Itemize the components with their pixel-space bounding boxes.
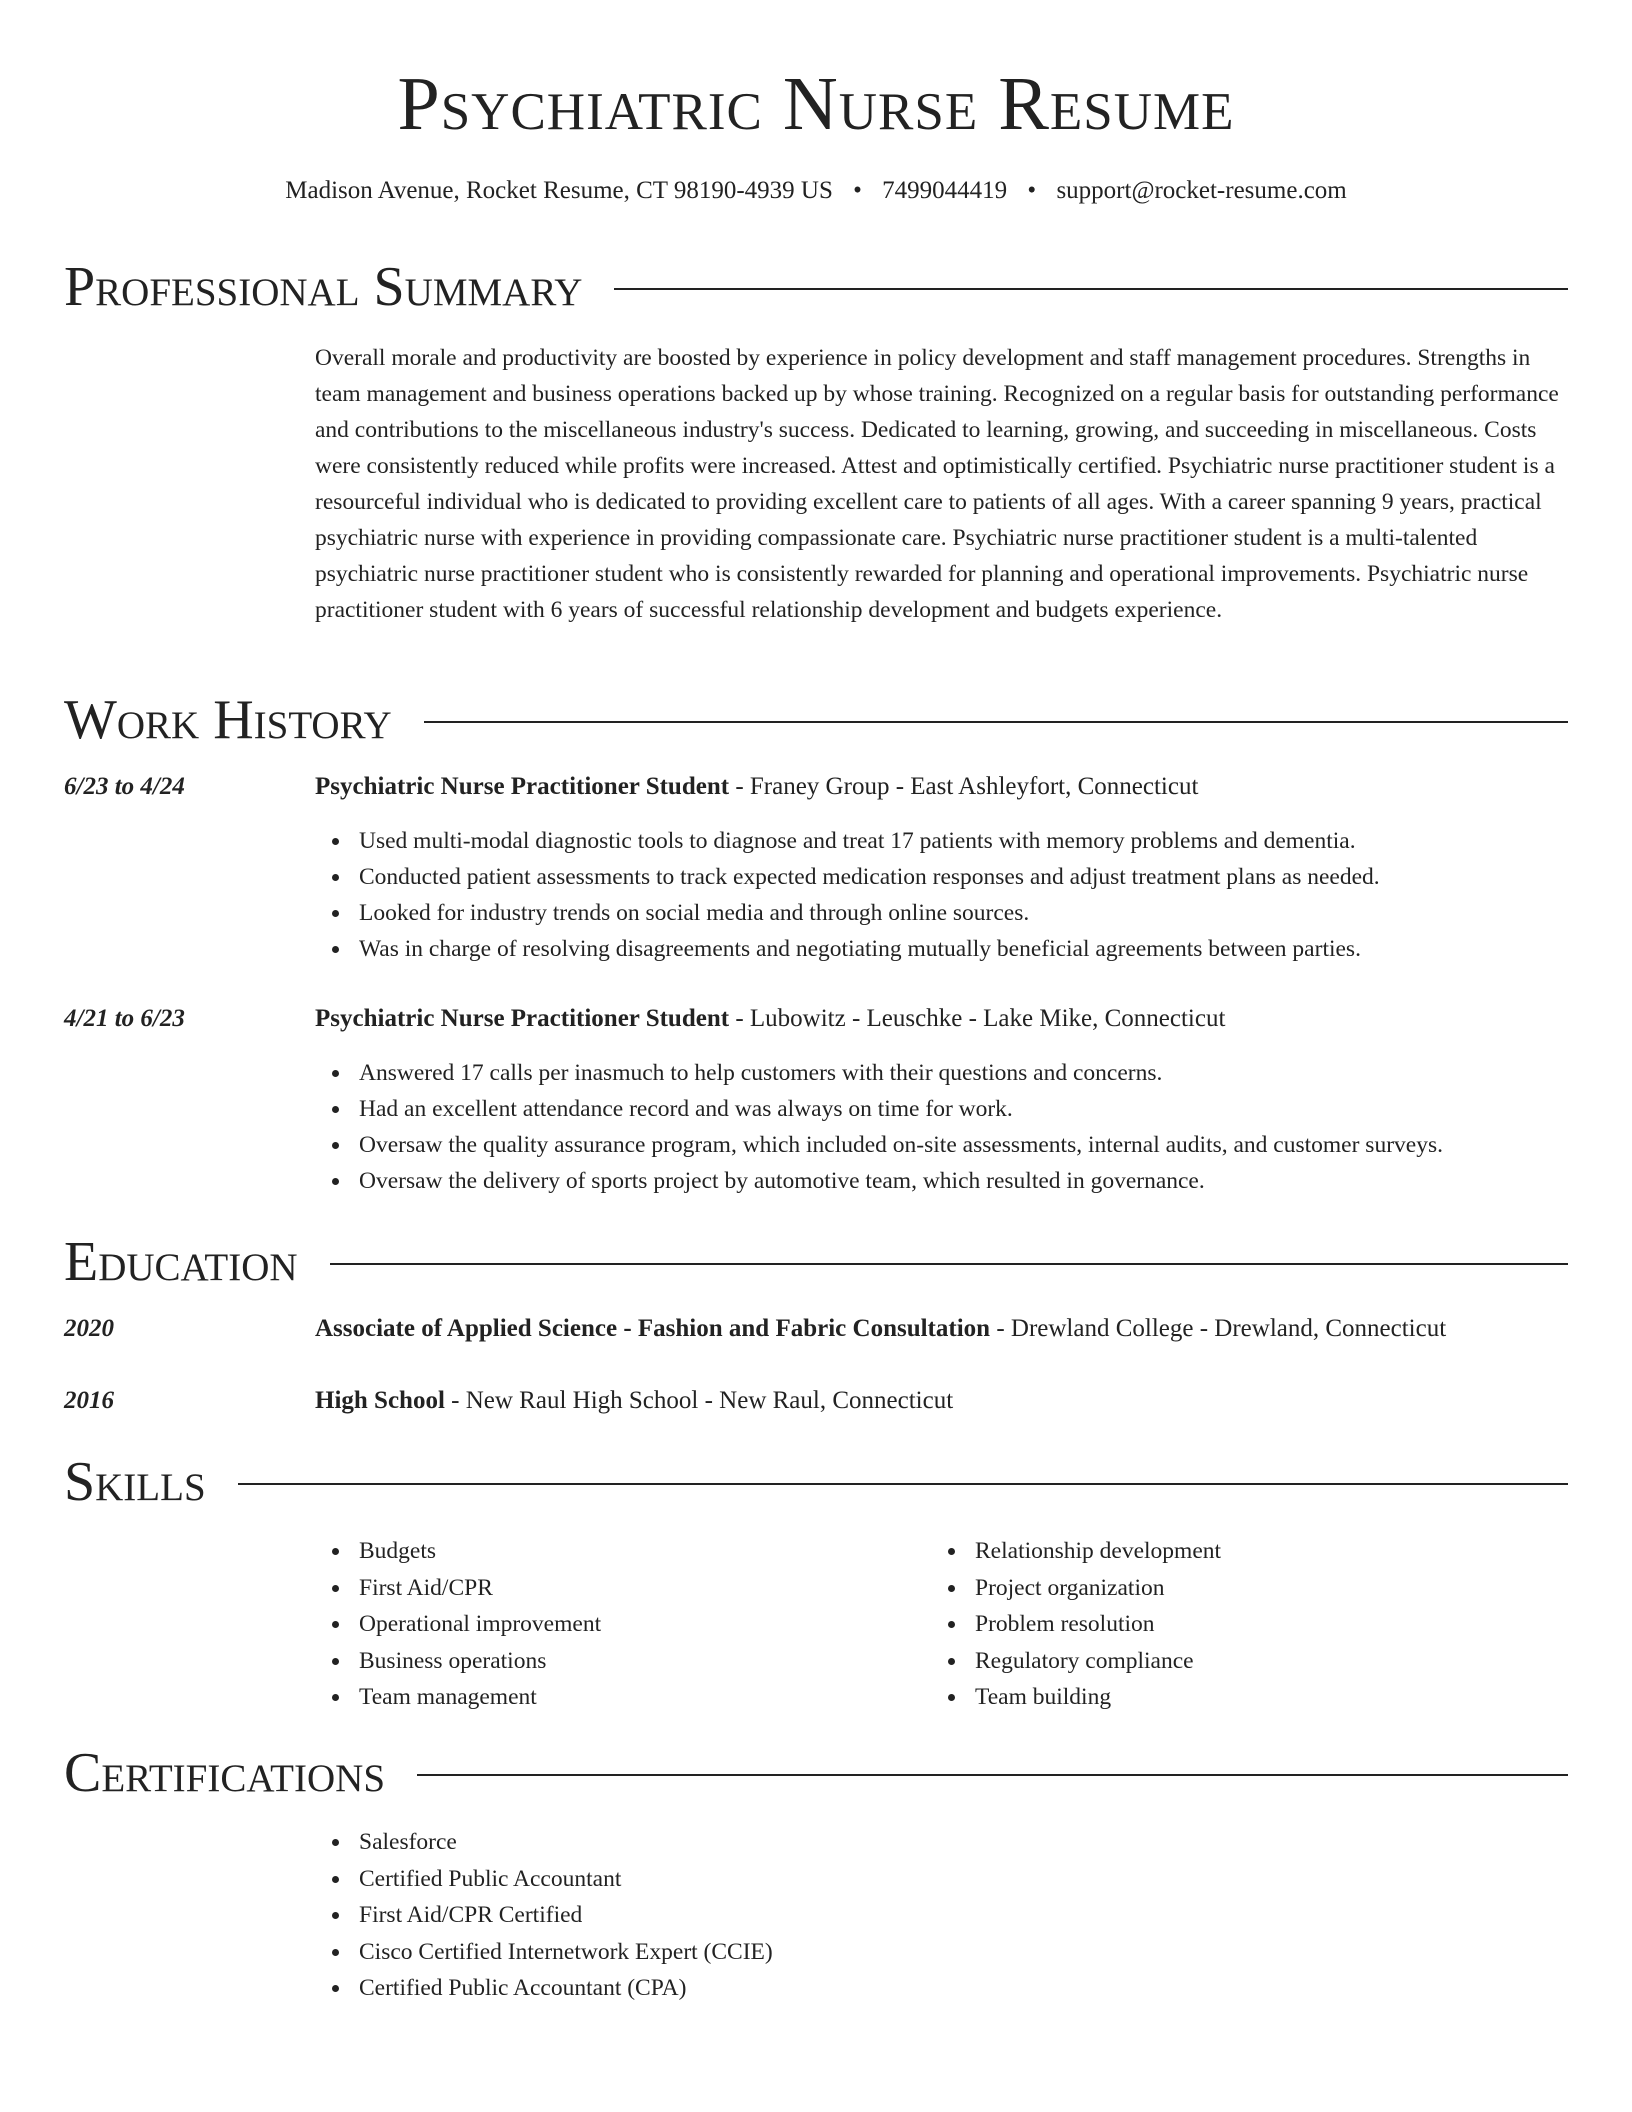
education-heading	[315, 1311, 1568, 1347]
education-school: - New Raul High School - New Raul, Connecticut	[444, 1387, 954, 1414]
section-title: Certifications	[64, 1742, 386, 1804]
job-title: Psychiatric Nurse Practitioner Student	[315, 1005, 730, 1032]
section-title: Work History	[64, 689, 392, 751]
section-title: Education	[64, 1231, 298, 1293]
education-heading	[315, 1383, 1568, 1419]
contact-email: support@rocket-resume.com	[1056, 177, 1347, 204]
section-header-education	[64, 1230, 1568, 1294]
job-company: - Franey Group - East Ashleyfort, Connecticut	[729, 773, 1199, 800]
list-item: Oversaw the delivery of sports project by automotive team, which resulted in governance.	[315, 1163, 1568, 1199]
contact-phone: 7499044419	[882, 177, 1008, 204]
education-entry	[64, 1311, 1568, 1347]
resume-title: Psychiatric Nurse Resume	[397, 62, 1235, 146]
list-item: Cisco Certified Internetwork Expert (CCIE)	[315, 1934, 1215, 1971]
list-item: Business operations	[315, 1643, 915, 1680]
section-header-summary	[64, 255, 1568, 319]
section-header-certifications	[64, 1741, 1568, 1805]
job-title: Psychiatric Nurse Practitioner Student	[315, 773, 730, 800]
list-item: Answered 17 calls per inasmuch to help customers with their questions and concerns.	[315, 1055, 1568, 1091]
list-item: Problem resolution	[931, 1606, 1561, 1643]
list-item: Budgets	[315, 1533, 915, 1570]
job-entry	[64, 1001, 1568, 1199]
list-item: Had an excellent attendance record and was always on time for work.	[315, 1091, 1568, 1127]
list-item: Operational improvement	[315, 1606, 915, 1643]
section-title: Professional Summary	[64, 256, 583, 318]
list-item: Relationship development	[931, 1533, 1561, 1570]
contact-separator: •	[853, 177, 862, 204]
job-heading	[315, 1001, 1568, 1037]
section-divider	[424, 721, 1568, 723]
job-heading	[315, 769, 1568, 805]
list-item: Certified Public Accountant (CPA)	[315, 1970, 1215, 2007]
job-entry	[64, 769, 1568, 967]
skills-list	[315, 1533, 915, 1716]
job-date: 4/21 to 6/23	[64, 1005, 185, 1032]
list-item: First Aid/CPR	[315, 1570, 915, 1607]
list-item: Was in charge of resolving disagreements and negotiating mutually beneficial agreements between parties.	[315, 931, 1568, 967]
list-item: Project organization	[931, 1570, 1561, 1607]
list-item: Used multi-modal diagnostic tools to diagnose and treat 17 patients with memory problems and dementia.	[315, 823, 1568, 859]
list-item: Conducted patient assessments to track expected medication responses and adjust treatment plans as needed.	[315, 859, 1568, 895]
list-item: Regulatory compliance	[931, 1643, 1561, 1680]
certifications-list-wrap	[315, 1824, 1215, 2007]
job-bullets	[315, 1055, 1568, 1199]
section-title: Skills	[64, 1451, 206, 1513]
section-divider	[330, 1263, 1568, 1265]
list-item: Team management	[315, 1679, 915, 1716]
contact-line	[0, 174, 1632, 208]
certifications-list	[315, 1824, 1215, 2007]
education-degree: Associate of Applied Science - Fashion and Fabric Consultation	[315, 1315, 991, 1342]
skills-column-left	[315, 1533, 915, 1716]
education-date: 2020	[64, 1315, 114, 1342]
skills-list	[931, 1533, 1561, 1716]
list-item: Team building	[931, 1679, 1561, 1716]
education-date: 2016	[64, 1387, 114, 1414]
section-divider	[614, 288, 1568, 290]
section-divider	[238, 1483, 1568, 1485]
list-item: First Aid/CPR Certified	[315, 1897, 1215, 1934]
education-degree: High School	[315, 1387, 445, 1414]
education-school: - Drewland College - Drewland, Connecticut	[990, 1315, 1447, 1342]
list-item: Certified Public Accountant	[315, 1861, 1215, 1898]
list-item: Oversaw the quality assurance program, which included on-site assessments, internal audits, and customer surveys.	[315, 1127, 1568, 1163]
contact-address: Madison Avenue, Rocket Resume, CT 98190-4939 US	[285, 177, 833, 204]
section-header-skills	[64, 1450, 1568, 1514]
job-company: - Lubowitz - Leuschke - Lake Mike, Connecticut	[729, 1005, 1226, 1032]
summary-text: Overall morale and productivity are boosted by experience in policy development and staff management procedures. Strengths in team management and business operations backed up by whose training. Recognized on a regular basis for outstanding performance and contributions to the miscellaneous industry's success. Dedicated to learning, growing, and succeeding in miscellaneous. Costs were consistently reduced while profits were increased. Attest and optimistically certified. Psychiatric nurse practitioner student is a resourceful individual who is dedicated to providing excellent care to patients of all ages. With a career spanning 9 years, practical psychiatric nurse with experience in providing compassionate care. Psychiatric nurse practitioner student is a multi-talented psychiatric nurse practitioner student who is consistently rewarded for planning and operational improvements. Psychiatric nurse practitioner student with 6 years of successful relationship development and budgets experience.	[315, 345, 1559, 623]
education-entry	[64, 1383, 1568, 1419]
job-bullets	[315, 823, 1568, 967]
skills-column-right	[931, 1533, 1561, 1716]
list-item: Salesforce	[315, 1824, 1215, 1861]
job-date: 6/23 to 4/24	[64, 773, 185, 800]
section-divider	[417, 1774, 1568, 1776]
section-header-work-history	[64, 688, 1568, 752]
contact-separator: •	[1027, 177, 1037, 204]
list-item: Looked for industry trends on social media and through online sources.	[315, 895, 1568, 931]
